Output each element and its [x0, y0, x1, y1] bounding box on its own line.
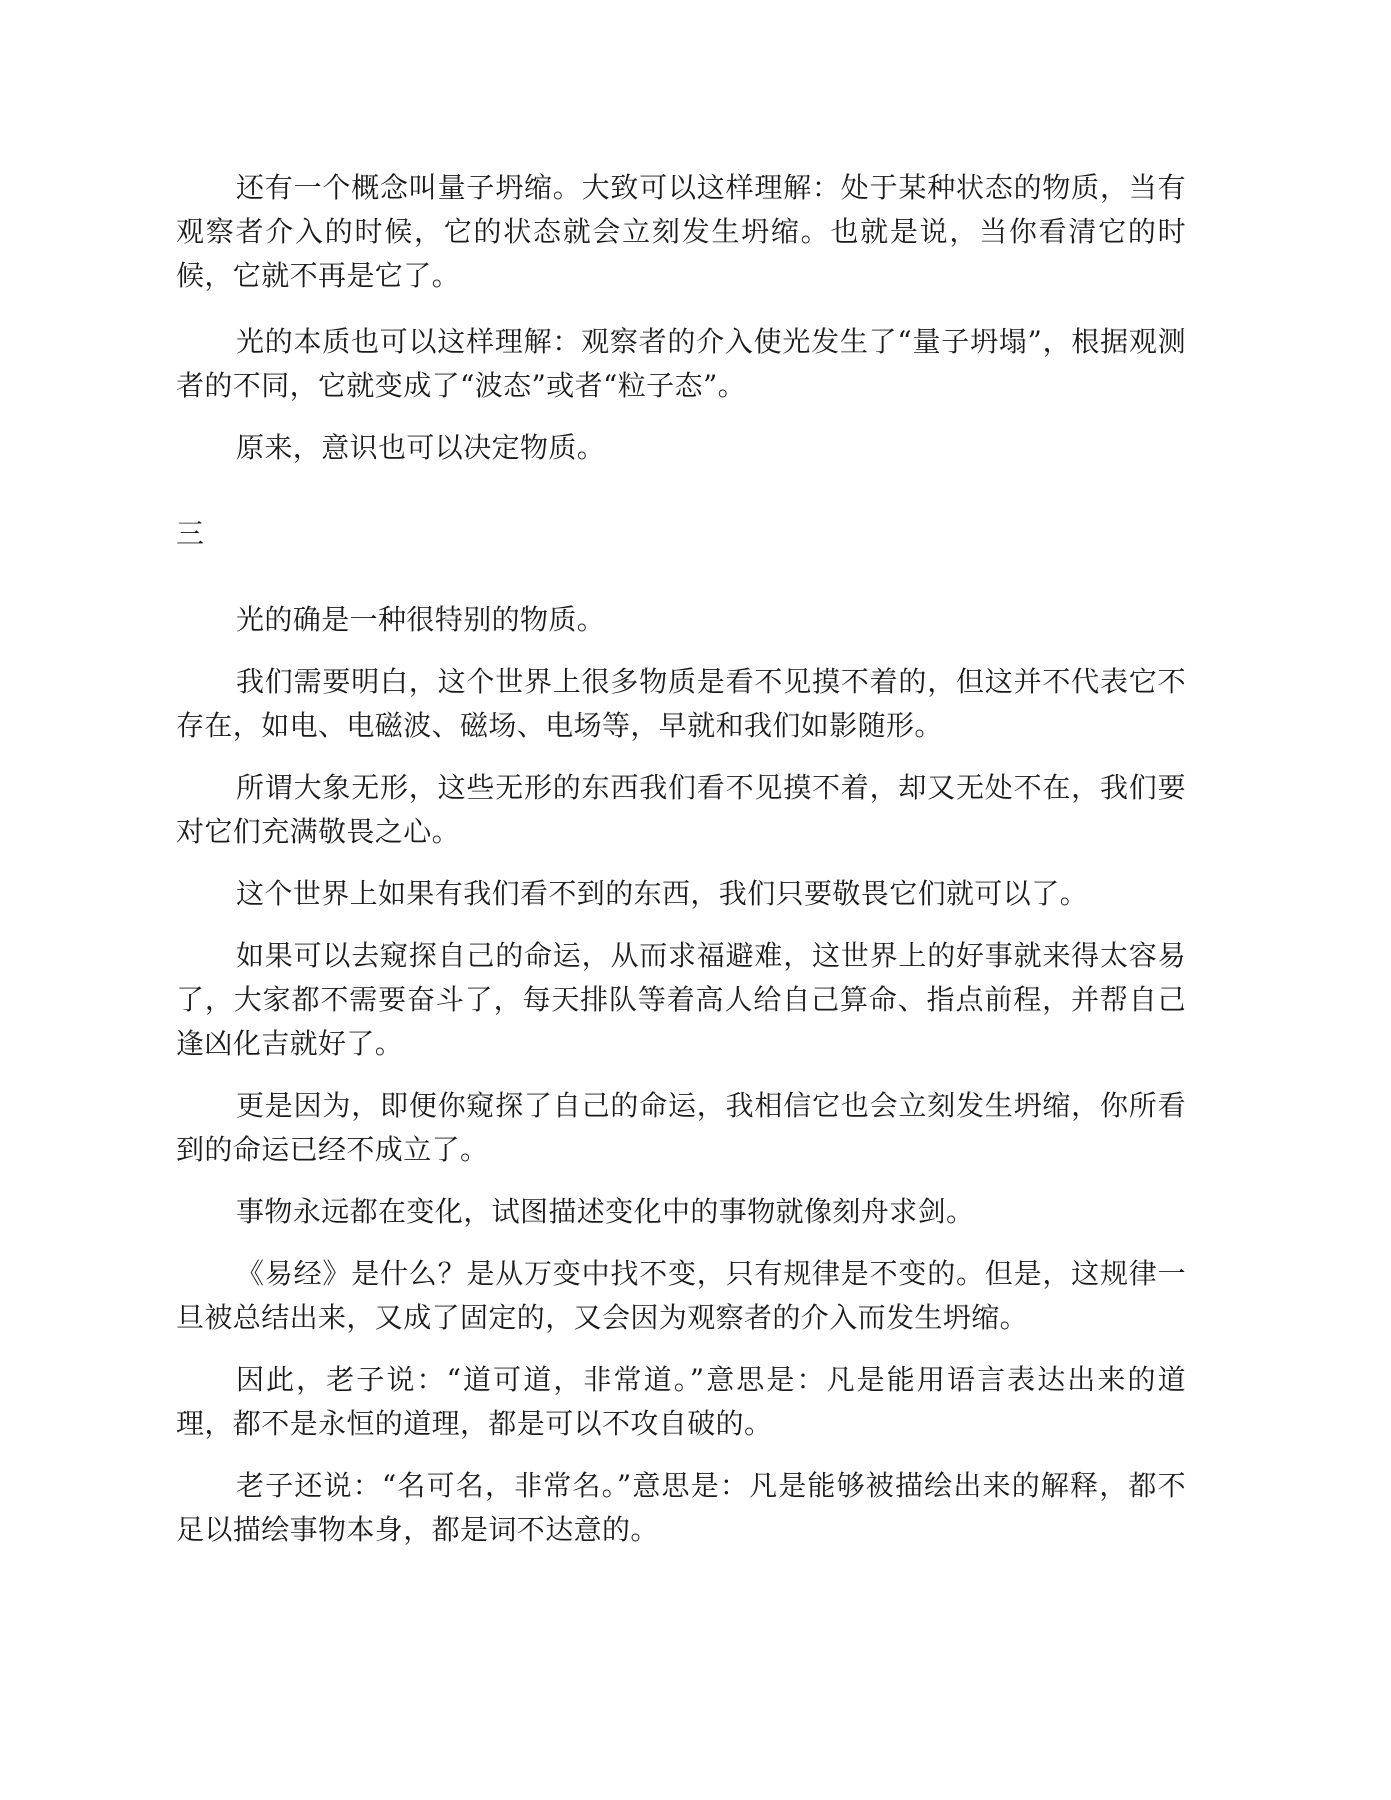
paragraph-5: 我们需要明白，这个世界上很多物质是看不见摸不着的，但这并不代表它不存在，如电、电磁波、磁场、电场等，早就和我们如影随形。	[176, 665, 1186, 742]
paragraph-11: 《易经》是什么？是从万变中找不变，只有规律是不变的。但是，这规律一旦被总结出来，又成了固定的，又会因为观察者的介入而发生坍缩。	[176, 1257, 1186, 1334]
paragraph-6: 所谓大象无形，这些无形的东西我们看不见摸不着，却又无处不在，我们要对它们充满敬畏之心。	[176, 771, 1186, 848]
paragraph-3: 原来，意识也可以决定物质。	[236, 431, 606, 464]
paragraph-12: 因此，老子说：“道可道，非常道。”意思是：凡是能用语言表达出来的道理，都不是永恒的道理，都是可以不攻自破的。	[176, 1363, 1186, 1440]
paragraph-13: 老子还说：“名可名，非常名。”意思是：凡是能够被描绘出来的解释，都不足以描绘事物本身，都是词不达意的。	[176, 1469, 1186, 1546]
paragraph-4: 光的确是一种很特别的物质。	[236, 603, 606, 636]
paragraph-10: 事物永远都在变化，试图描述变化中的事物就像刻舟求剑。	[236, 1195, 975, 1228]
paragraph-8: 如果可以去窥探自己的命运，从而求福避难，这世界上的好事就来得太容易了，大家都不需要奋斗了，每天排队等着高人给自己算命、指点前程，并帮自己逢凶化吉就好了。	[176, 939, 1186, 1060]
section-heading: 三	[176, 517, 205, 550]
paragraph-9: 更是因为，即便你窥探了自己的命运，我相信它也会立刻发生坍缩，你所看到的命运已经不成立了。	[176, 1089, 1186, 1166]
paragraph-2: 光的本质也可以这样理解：观察者的介入使光发生了“量子坍塌”，根据观测者的不同，它就变成了“波态”或者“粒子态”。	[176, 325, 1186, 402]
paragraph-7: 这个世界上如果有我们看不到的东西，我们只要敬畏它们就可以了。	[236, 877, 1089, 910]
document-page	[176, 0, 1186, 1800]
paragraph-1: 还有一个概念叫量子坍缩。大致可以这样理解：处于某种状态的物质，当有观察者介入的时候，它的状态就会立刻发生坍缩。也就是说，当你看清它的时候，它就不再是它了。	[176, 171, 1186, 292]
